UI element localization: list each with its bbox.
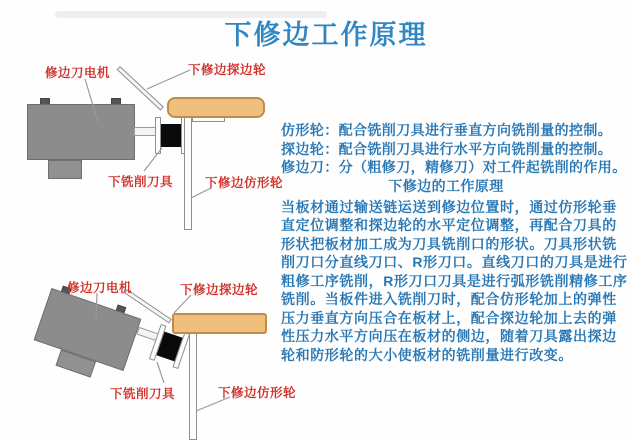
profile-wheel-bar: [184, 117, 192, 230]
principle-body-text: 当板材通过输送链运送到修边位置时，通过仿形轮垂直定位调整和探边轮的水平定位调整，再配合刀具的形状把板材加工成为刀具铣削口的形状。刀具形状铣削刀口分直线刀口、R形刀口。直线刀口的刀具是进行粗修工序铣削，R形刀口刀具是进行弧形铣削精修工序铣削。当板件进入铣削刀时，配合仿形轮加上的弹性压力垂直方向压合在板材上，配合探边轮加上去的弹性压力水平方向压在板材的侧边，随着刀具露出探边轮和防形轮的大小使板材的铣削量进行改变。: [281, 198, 628, 363]
profile-wheel-bar: [189, 332, 197, 440]
probe-wheel-label: 下修边探边轮: [180, 283, 259, 297]
page-title: 下修边工作原理: [224, 20, 428, 50]
probe-wheel-label: 下修边探边轮: [188, 63, 267, 77]
cutter-label: 下铣削刀具: [108, 175, 174, 189]
description-panel: [281, 121, 631, 364]
definition-trim-knife: 修边刀：分（粗修刀，精修刀）对工件起铣削的作用。: [281, 159, 627, 175]
motor-label: 修边刀电机: [45, 66, 111, 80]
profile-wheel-label: 下修边仿形轮: [205, 176, 284, 190]
panel-board: [172, 313, 267, 334]
cutter-label: 下铣削刀具: [110, 387, 176, 401]
definition-probe-wheel: 探边轮：配合铣削刀具进行水平方向铣削量的控制。: [281, 140, 613, 157]
section-subtitle: 下修边的工作原理: [388, 177, 504, 194]
definition-profile-wheel: 仿形轮：配合铣削刀具进行垂直方向铣削量的控制。: [281, 122, 613, 138]
profile-wheel-label: 下修边仿形轮: [218, 386, 297, 400]
panel-board: [167, 97, 265, 118]
cutter-tool: [161, 124, 181, 147]
motor-foot: [48, 160, 82, 179]
motor-label: 修边刀电机: [67, 281, 133, 295]
motor-group: [34, 288, 142, 371]
motor-body: [27, 104, 135, 160]
